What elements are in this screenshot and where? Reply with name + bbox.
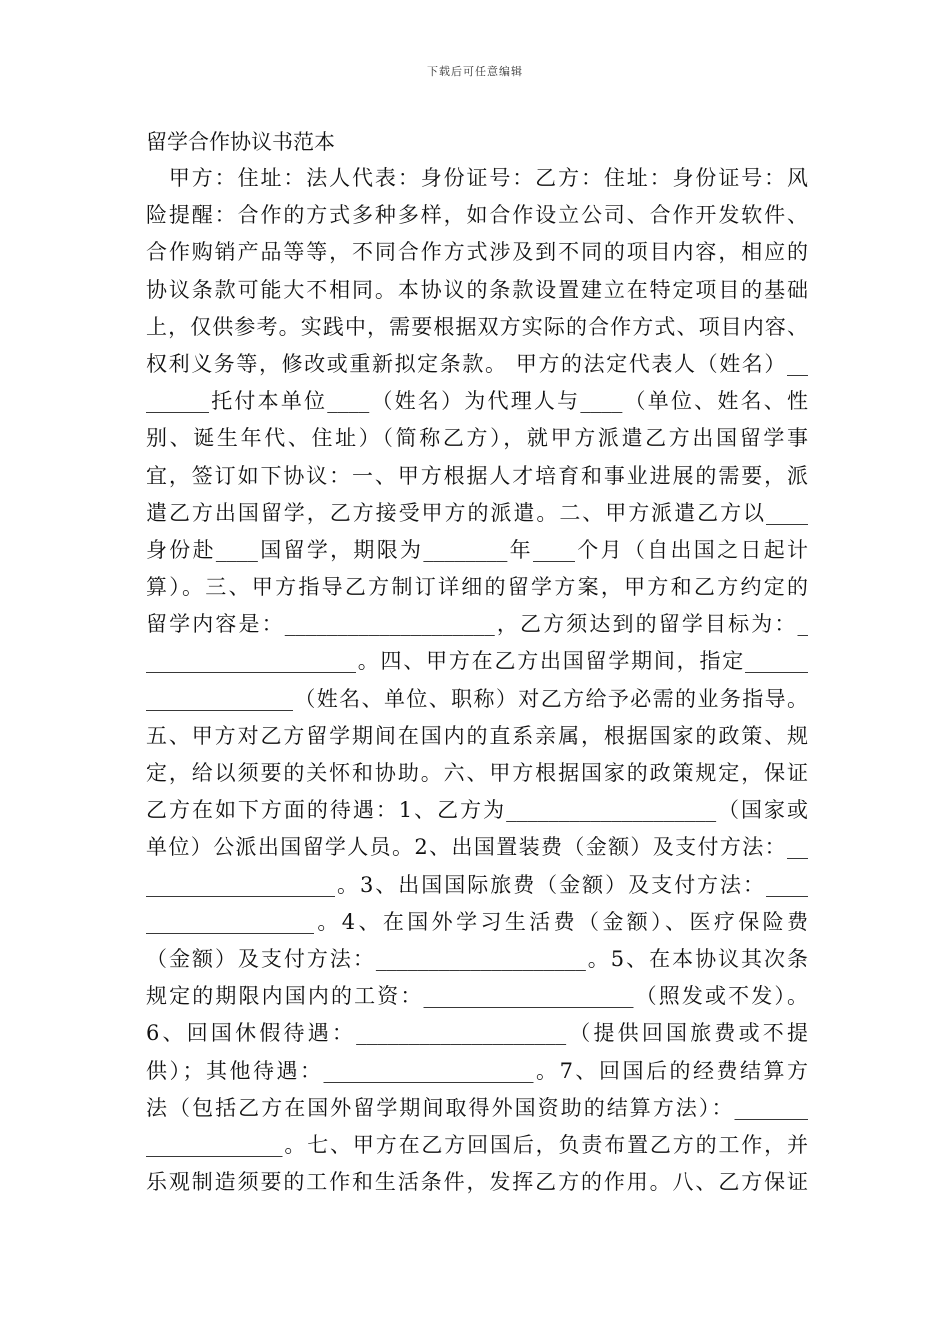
text-line: 遣乙方出国留学，乙方接受甲方的派遣。二、甲方派遣乙方以____ bbox=[146, 500, 808, 525]
text-line: __________________。3、出国国际旅费（金额）及支付方法：____ bbox=[146, 872, 808, 897]
text-line: 规定的期限内国内的工资：____________________（照发或不发）。 bbox=[146, 984, 808, 1009]
text-line: _____________。七、甲方在乙方回国后，负责布置乙方的工作，并 bbox=[146, 1132, 808, 1157]
document-body bbox=[146, 128, 808, 1201]
text-line: 宜，签订如下协议：一、甲方根据人才培育和事业进展的需要，派 bbox=[146, 463, 808, 488]
text-line: 法（包括乙方在国外留学期间取得外国资助的结算方法）：_______ bbox=[146, 1095, 808, 1120]
text-line: 协议条款可能大不相同。本协议的条款设置建立在特定项目的基础 bbox=[146, 277, 808, 302]
document-text bbox=[146, 160, 808, 1201]
text-line: 供）；其他待遇：____________________。7、回国后的经费结算方 bbox=[146, 1058, 808, 1083]
text-line: 甲方：住址：法人代表：身份证号：乙方：住址：身份证号：风 bbox=[146, 166, 808, 190]
text-line: 身份赴____国留学，期限为________年____个月（自出国之日起计 bbox=[146, 537, 808, 562]
text-line: （金额）及支付方法：____________________。5、在本协议其次条 bbox=[146, 946, 808, 971]
text-line: 权利义务等，修改或重新拟定条款。 甲方的法定代表人（姓名）__ bbox=[146, 351, 808, 376]
text-line: 算）。三、甲方指导乙方制订详细的留学方案，甲方和乙方约定的 bbox=[146, 575, 808, 600]
text-line: ______________（姓名、单位、职称）对乙方给予必需的业务指导。 bbox=[146, 686, 808, 711]
text-line: 定，给以须要的关怀和协助。六、甲方根据国家的政策规定，保证 bbox=[146, 761, 808, 785]
text-line: 留学内容是：____________________，乙方须达到的留学目标为：_ bbox=[146, 612, 808, 637]
document-title: 留学合作协议书范本 bbox=[146, 130, 335, 154]
text-line: 上，仅供参考。实践中，需要根据双方实际的合作方式、项目内容、 bbox=[146, 314, 808, 339]
text-line: 乙方在如下方面的待遇：1、乙方为____________________（国家或 bbox=[146, 798, 808, 823]
text-line: ____________________。四、甲方在乙方出国留学期间，指定______ bbox=[146, 649, 808, 674]
text-line: ________________。4、在国外学习生活费（金额）、医疗保险费 bbox=[146, 909, 808, 934]
text-line: 单位）公派出国留学人员。2、出国置装费（金额）及支付方法：__ bbox=[146, 835, 808, 860]
text-line: 别、诞生年代、住址）（简称乙方），就甲方派遣乙方出国留学事 bbox=[146, 426, 808, 451]
text-line: 五、甲方对乙方留学期间在国内的直系亲属，根据国家的政策、规 bbox=[146, 723, 808, 748]
text-line: 6、回国休假待遇：____________________（提供回国旅费或不提 bbox=[146, 1021, 808, 1046]
text-line: 乐观制造须要的工作和生活条件，发挥乙方的作用。八、乙方保证 bbox=[146, 1170, 808, 1195]
page-header-note: 下载后可任意编辑 bbox=[427, 65, 523, 78]
text-line: ______托付本单位____（姓名）为代理人与____（单位、姓名、性 bbox=[146, 389, 808, 414]
text-line: 险提醒：合作的方式多种多样，如合作设立公司、合作开发软件、 bbox=[146, 203, 808, 228]
text-line: 合作购销产品等等，不同合作方式涉及到不同的项目内容，相应的 bbox=[146, 240, 808, 265]
